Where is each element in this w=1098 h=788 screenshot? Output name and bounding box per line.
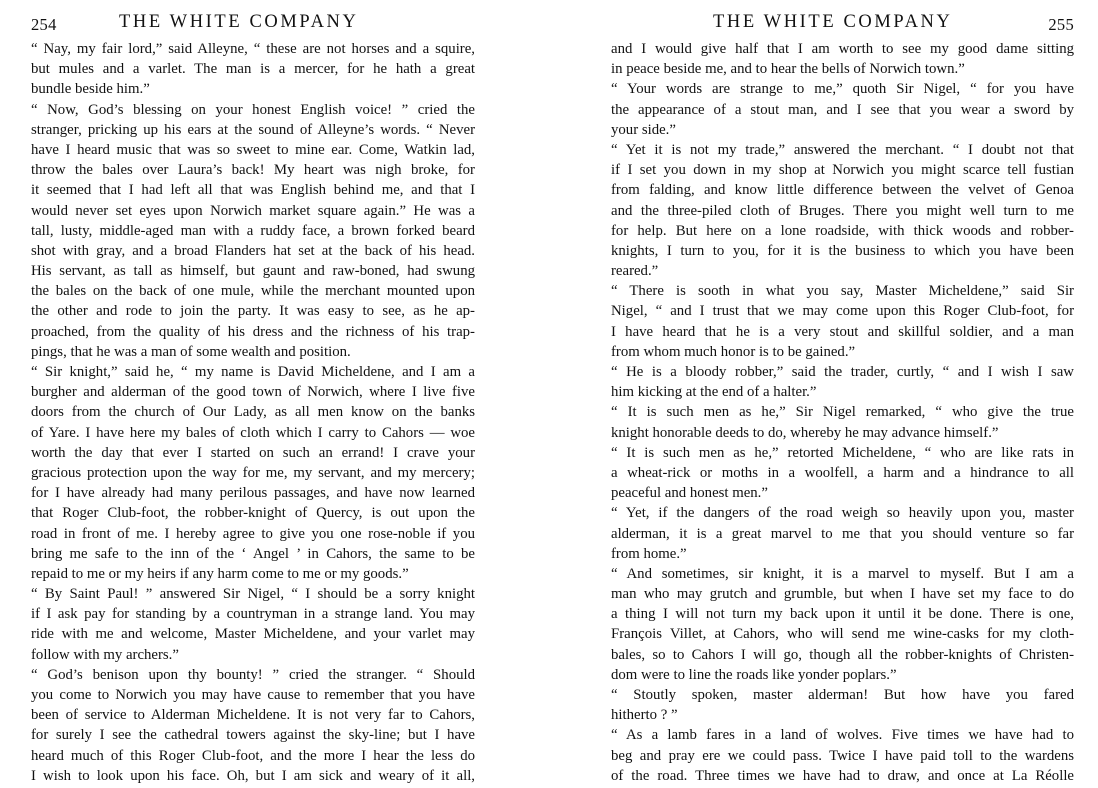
text-line: His servant, as tall as himself, but gaunt and raw-boned, had swung (31, 263, 475, 280)
text-line: repaid to me or my heirs if any harm come to me or my goods.” (31, 565, 409, 582)
text-line: it seemed that I had left all that was English behind me, and that I (31, 182, 475, 199)
text-line: “ Now, God’s blessing on your honest English voice! ” cried the (31, 101, 475, 118)
text-line: tall, lusty, middle-aged man with a ruddy face, a brown forked beard (31, 222, 475, 239)
left-body-text (31, 41, 475, 788)
text-line: that Roger Club-foot, the robber-knight of Quercy, is out upon the (31, 505, 475, 522)
text-line: “ And sometimes, sir knight, it is a marvel to myself. But I am a (611, 565, 1074, 582)
text-line: François Villet, at Cahors, who will send me wine-casks for my cloth- (611, 626, 1074, 643)
text-line: I wish to look upon his face. Oh, but I am sick and weary of it all, (31, 767, 475, 784)
text-line: a thing I will not turn my back upon it until it be done. There is one, (611, 606, 1074, 623)
text-line: knight honorable deeds to do, whereby he may advance himself.” (611, 424, 999, 441)
text-line: him kicking at the end of a halter.” (611, 384, 817, 401)
text-line: you come to Norwich you may have cause to remember that you have (31, 687, 475, 703)
right-running-head (611, 12, 1074, 37)
text-line: beg and pray ere we could pass. Twice I have paid toll to the wardens (611, 747, 1074, 764)
text-line: would never set eyes upon Norwich market square again.” He was a (31, 202, 475, 219)
text-line: bales, so to Cahors I will go, though all the robber-knights of Christen- (611, 646, 1074, 663)
text-line: from whom much honor is to be gained.” (611, 343, 856, 360)
right-page-number: 255 (1048, 15, 1074, 34)
text-line: Nigel, “ and I trust that we may come upon this Roger Club-foot, for (611, 303, 1074, 320)
left-page-number: 254 (31, 15, 57, 34)
text-line: of Yare. I have here my bales of cloth which I carry to Cahors — woe (31, 424, 475, 441)
text-line: follow with my archers.” (31, 646, 179, 663)
text-line: “ Sir knight,” said he, “ my name is David Micheldene, and I am a (31, 364, 475, 380)
text-line: “ Yet it is not my trade,” answered the merchant. “ I doubt not that (611, 141, 1074, 158)
text-line: heard much of this Roger Club-foot, and the more I hear the less do (31, 747, 475, 764)
text-line: hitherto ? ” (611, 707, 678, 724)
text-line: been of service to Alderman Micheldene. It is not very far to Cahors, (31, 707, 475, 724)
text-line: bundle beside him.” (31, 81, 150, 98)
text-line: reared.” (611, 263, 659, 280)
text-line: man who may grutch and grumble, but when I have set my face to do (611, 586, 1074, 603)
text-line: for I have already had many perilous passages, and have now learned (31, 485, 475, 502)
text-line: I have heard that he is a very stout and skillful soldier, and a man (611, 323, 1074, 340)
text-line: “ Your words are strange to me,” quoth Sir Nigel, “ for you have (611, 81, 1074, 98)
text-line: proached, from the quality of his dress and the richness of his trap- (31, 323, 475, 340)
text-line: if I set you down in my shop at Norwich you might scarce tell fustian (611, 162, 1074, 179)
text-line: dom were to line the roads like yonder poplars.” (611, 666, 897, 683)
right-page (549, 0, 1098, 784)
text-line: throw the bales over Laura’s back! My heart was nigh broke, for (31, 162, 475, 179)
text-line: “ Stoutly spoken, master alderman! But how have you fared (611, 687, 1074, 703)
text-line: “ By Saint Paul! ” answered Sir Nigel, “ I should be a sorry knight (31, 586, 475, 603)
right-running-title: THE WHITE COMPANY (713, 12, 953, 32)
text-line: from falding, and know little difference between the velvet of Genoa (611, 182, 1074, 199)
text-line: of the road. Three times we have had to draw, and once at La Réolle (611, 767, 1074, 784)
text-line: and I would give half that I am worth to see my good dame sitting (611, 41, 1074, 57)
text-line: worth the day that ever I started on such an errand! I crave your (31, 444, 475, 461)
text-line: shot with gray, and a broad Flanders hat set at the back of his head. (31, 242, 475, 259)
text-line: if I ask pay for standing by a countryman in a strange land. You may (31, 606, 475, 623)
text-line: “ There is sooth in what you say, Master Micheldene,” said Sir (611, 283, 1074, 300)
text-line: bring me safe to the inn of the ‘ Angel ’ in Cahors, the same to be (31, 545, 475, 562)
text-line: “ God’s benison upon thy bounty! ” cried the stranger. “ Should (31, 666, 475, 683)
text-line: in peace beside me, and to hear the bells of Norwich town.” (611, 61, 965, 78)
text-line: “ Nay, my fair lord,” said Alleyne, “ these are not horses and a squire, (31, 41, 475, 57)
text-line: for surely I see the cathedral towers against the sky-line; but I have (31, 727, 475, 744)
text-line: for help. But here on a lone roadside, with thick woods and robber- (611, 222, 1074, 239)
text-line: your side.” (611, 121, 676, 138)
text-line: the bales on the back of one mule, while the merchant mounted upon (31, 283, 475, 300)
text-line: ride with me and welcome, Master Micheldene, and your varlet may (31, 626, 475, 643)
text-line: pings, that he was a man of some wealth and position. (31, 343, 351, 360)
text-line: the appearance of a stout man, and I see that you wear a sword by (611, 101, 1074, 118)
text-line: stranger, pricking up his ears at the sound of Alleyne’s words. “ Never (31, 121, 475, 138)
text-line: the other and rode to join the party. It was easy to see, as he ap- (31, 303, 475, 320)
text-line: road in front of me. I hereby agree to give you one rose-noble if you (31, 525, 475, 542)
text-line: “ It is such men as he,” Sir Nigel remarked, “ who give the true (611, 404, 1074, 421)
text-line: peaceful and honest men.” (611, 485, 768, 502)
text-line: “ As a lamb fares in a land of wolves. Five times we have had to (611, 727, 1074, 744)
text-line: “ He is a bloody robber,” said the trader, curtly, “ and I wish I saw (611, 364, 1074, 380)
text-line: alderman, it is a great marvel to me that you should venture so far (611, 525, 1074, 542)
left-page (0, 0, 549, 784)
text-line: from home.” (611, 545, 687, 562)
text-line: doors from the church of Our Lady, as all men know on the banks (31, 404, 475, 421)
text-line: but mules and a varlet. The man is a mercer, for he hath a great (31, 61, 475, 78)
text-line: have I heard music that was so sweet to mine ear. Come, Watkin lad, (31, 141, 475, 158)
right-body-text (611, 41, 1074, 788)
text-line: and the three-piled cloth of Bruges. There you might well turn to me (611, 202, 1074, 219)
text-line: knights, I turn to you, for it is the business to which you have been (611, 242, 1074, 259)
text-line: burgher and alderman of the good town of Norwich, where I live five (31, 384, 475, 401)
text-line: a wheat-rick or moths in a woolfell, a harm and a hindrance to all (611, 464, 1074, 481)
text-line: “ It is such men as he,” retorted Micheldene, “ who are like rats in (611, 444, 1074, 461)
left-running-title: THE WHITE COMPANY (119, 12, 359, 32)
text-line: gracious protection upon the way for me, my servant, and my mercery; (31, 464, 475, 481)
text-line: “ Yet, if the dangers of the road weigh so heavily upon you, master (611, 505, 1074, 522)
left-running-head (31, 12, 475, 37)
